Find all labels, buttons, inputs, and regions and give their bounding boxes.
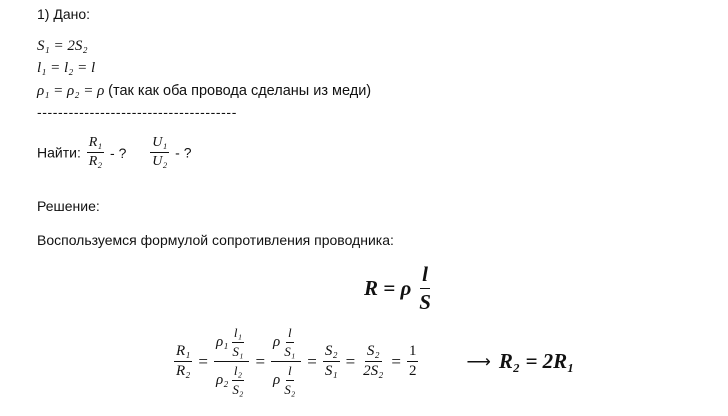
derivation-lhs-denominator: R₂ [176, 363, 191, 379]
l1-value: l₁ [232, 325, 244, 343]
resistance-ratio-denominator: R₂ [88, 154, 103, 169]
rho-symbol: ρ [273, 372, 281, 388]
area-substitution-numerator: S₂ [365, 343, 382, 362]
compound-denominator-2 [271, 362, 301, 398]
voltage-ratio-denominator: U₂ [152, 154, 168, 169]
solution-intro: Воспользуемся формулой сопротивления проводника: [37, 232, 394, 248]
resistance-formula-lhs: R = ρ [364, 276, 412, 300]
rho2-symbol: ρ₂ [215, 372, 229, 388]
s2-value: S₂ [284, 382, 296, 397]
resistivity-note: (так как оба провода сделаны из меди) [108, 83, 372, 99]
l2-value: l₂ [232, 363, 244, 381]
equals-sign: = [345, 351, 356, 371]
given-separator: -------------------------------------- [37, 104, 237, 120]
one-half-denominator: 2 [408, 363, 417, 379]
find-question-2: - ? [175, 144, 192, 161]
solution-label: Решение: [37, 198, 100, 214]
voltage-ratio-fraction [150, 135, 169, 170]
area-substitution-fraction [361, 343, 385, 380]
find-label: Найти: [37, 144, 81, 161]
rho1-symbol: ρ₁ [215, 334, 229, 350]
resistance-formula-numerator: l [420, 262, 430, 289]
length-over-area-3 [282, 325, 297, 360]
one-half-fraction [407, 343, 419, 380]
area-ratio-fraction [323, 343, 340, 380]
resistivity-equation: ρ₁ = ρ₂ = ρ [37, 83, 105, 99]
implies-arrow-icon: ⟶ [466, 351, 491, 371]
derivation-compound-fraction-2 [271, 325, 301, 398]
given-length-relation: l₁ = l₂ = l [37, 60, 96, 76]
find-line [37, 135, 192, 170]
area-substitution-denominator: 2S₂ [363, 363, 384, 379]
s2-value: S₂ [232, 382, 244, 397]
length-over-area-2 [230, 363, 245, 398]
derivation-result: R₂ = 2R₁ [498, 349, 575, 373]
resistance-ratio-numerator: R₁ [87, 135, 104, 153]
resistance-formula [364, 262, 435, 315]
equals-sign: = [307, 351, 317, 371]
s1-value: S₁ [232, 344, 244, 359]
given-area-relation: S₁ = 2S₂ [37, 38, 88, 54]
resistance-formula-fraction [417, 262, 433, 315]
length-over-area-4 [282, 363, 297, 398]
s1-value: S₁ [284, 344, 296, 359]
area-ratio-numerator: S₂ [323, 343, 340, 362]
compound-denominator-1 [214, 362, 249, 398]
l-value: l [286, 325, 294, 343]
equals-sign: = [391, 351, 401, 371]
area-ratio-denominator: S₁ [324, 363, 338, 379]
compound-numerator-1 [214, 325, 249, 362]
l-value: l [286, 363, 294, 381]
equals-sign: = [255, 351, 266, 371]
derivation-lhs-numerator: R₁ [174, 343, 192, 362]
derivation-lhs-fraction [174, 343, 192, 380]
derivation-equation [172, 325, 574, 398]
given-resistivity-relation [37, 82, 371, 100]
rho-symbol: ρ [273, 334, 281, 350]
problem-number-label: 1) Дано: [37, 6, 91, 22]
resistance-ratio-fraction [87, 135, 104, 170]
equals-sign: = [198, 351, 208, 371]
derivation-compound-fraction-1 [214, 325, 249, 398]
resistance-formula-denominator: S [419, 290, 431, 314]
length-over-area-1 [230, 325, 245, 360]
find-question-1: - ? [110, 144, 127, 161]
compound-numerator-2 [271, 325, 301, 362]
one-half-numerator: 1 [407, 343, 419, 362]
voltage-ratio-numerator: U₁ [150, 135, 169, 153]
